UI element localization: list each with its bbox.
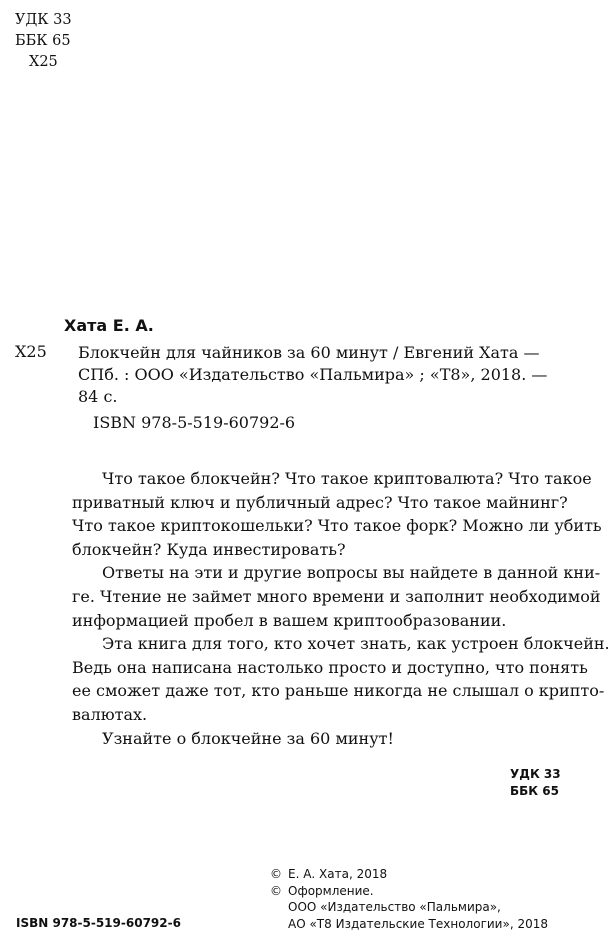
copyright-symbol: © [270,867,282,881]
annotation-line: Ответы на эти и другие вопросы вы найдете в данной кни- [102,563,601,583]
cutter-code: Х25 [29,54,58,70]
copyright-block [270,866,548,932]
biblio-line-2: СПб. : ООО «Издательство «Пальмира» ; «Т8», 2018. — [78,365,548,384]
isbn-record: ISBN 978-5-519-60792-6 [93,413,296,432]
classification-codes-bottom [510,766,561,800]
annotation-line: валютах. [72,704,148,724]
annotation-line: Ведь она написана настолько просто и доступно, что понять [72,657,588,677]
author-heading: Хата Е. А. [64,316,154,335]
copyright-symbol: © [270,883,282,898]
annotation-line: Узнайте о блокчейне за 60 минут! [102,728,394,748]
bibliographic-record [78,342,547,408]
annotation-line: информацией пробел в вашем криптообразовании. [72,610,507,630]
annotation-line: блокчейн? Куда инвестировать? [72,539,346,559]
copyright-line: Е. А. Хата, 2018 [288,867,388,881]
annotation-line: Что такое криптокошельки? Что такое форк? Можно ли убить [72,516,602,536]
classification-codes-top [15,10,72,73]
isbn-bottom: ISBN 978-5-519-60792-6 [16,916,181,930]
annotation [72,467,610,750]
udk-code: УДК 33 [15,12,72,28]
annotation-line: Что такое блокчейн? Что такое криптовалюта? Что такое [102,469,592,488]
copyright-line: Оформление. [288,883,374,898]
copyright-line: АО «Т8 Издательские Технологии», 2018 [288,916,548,931]
cutter-mark: Х25 [15,342,47,361]
annotation-line: ге. Чтение не займет много времени и заполнит необходимой [72,586,601,606]
biblio-line-1: Блокчейн для чайников за 60 минут / Евгений Хата — [78,343,540,362]
bbk-code: ББК 65 [15,33,71,49]
annotation-line: Эта книга для того, кто хочет знать, как устроен блокчейн. [102,634,610,654]
annotation-line: приватный ключ и публичный адрес? Что такое майнинг? [72,492,568,512]
annotation-line: ее сможет даже тот, кто раньше никогда не слышал о крипто- [72,681,605,701]
copyright-line: ООО «Издательство «Пальмира», [288,900,501,914]
biblio-line-3: 84 с. [78,387,118,406]
bbk-code-bottom: ББК 65 [510,784,559,798]
udk-code-bottom: УДК 33 [510,767,561,781]
